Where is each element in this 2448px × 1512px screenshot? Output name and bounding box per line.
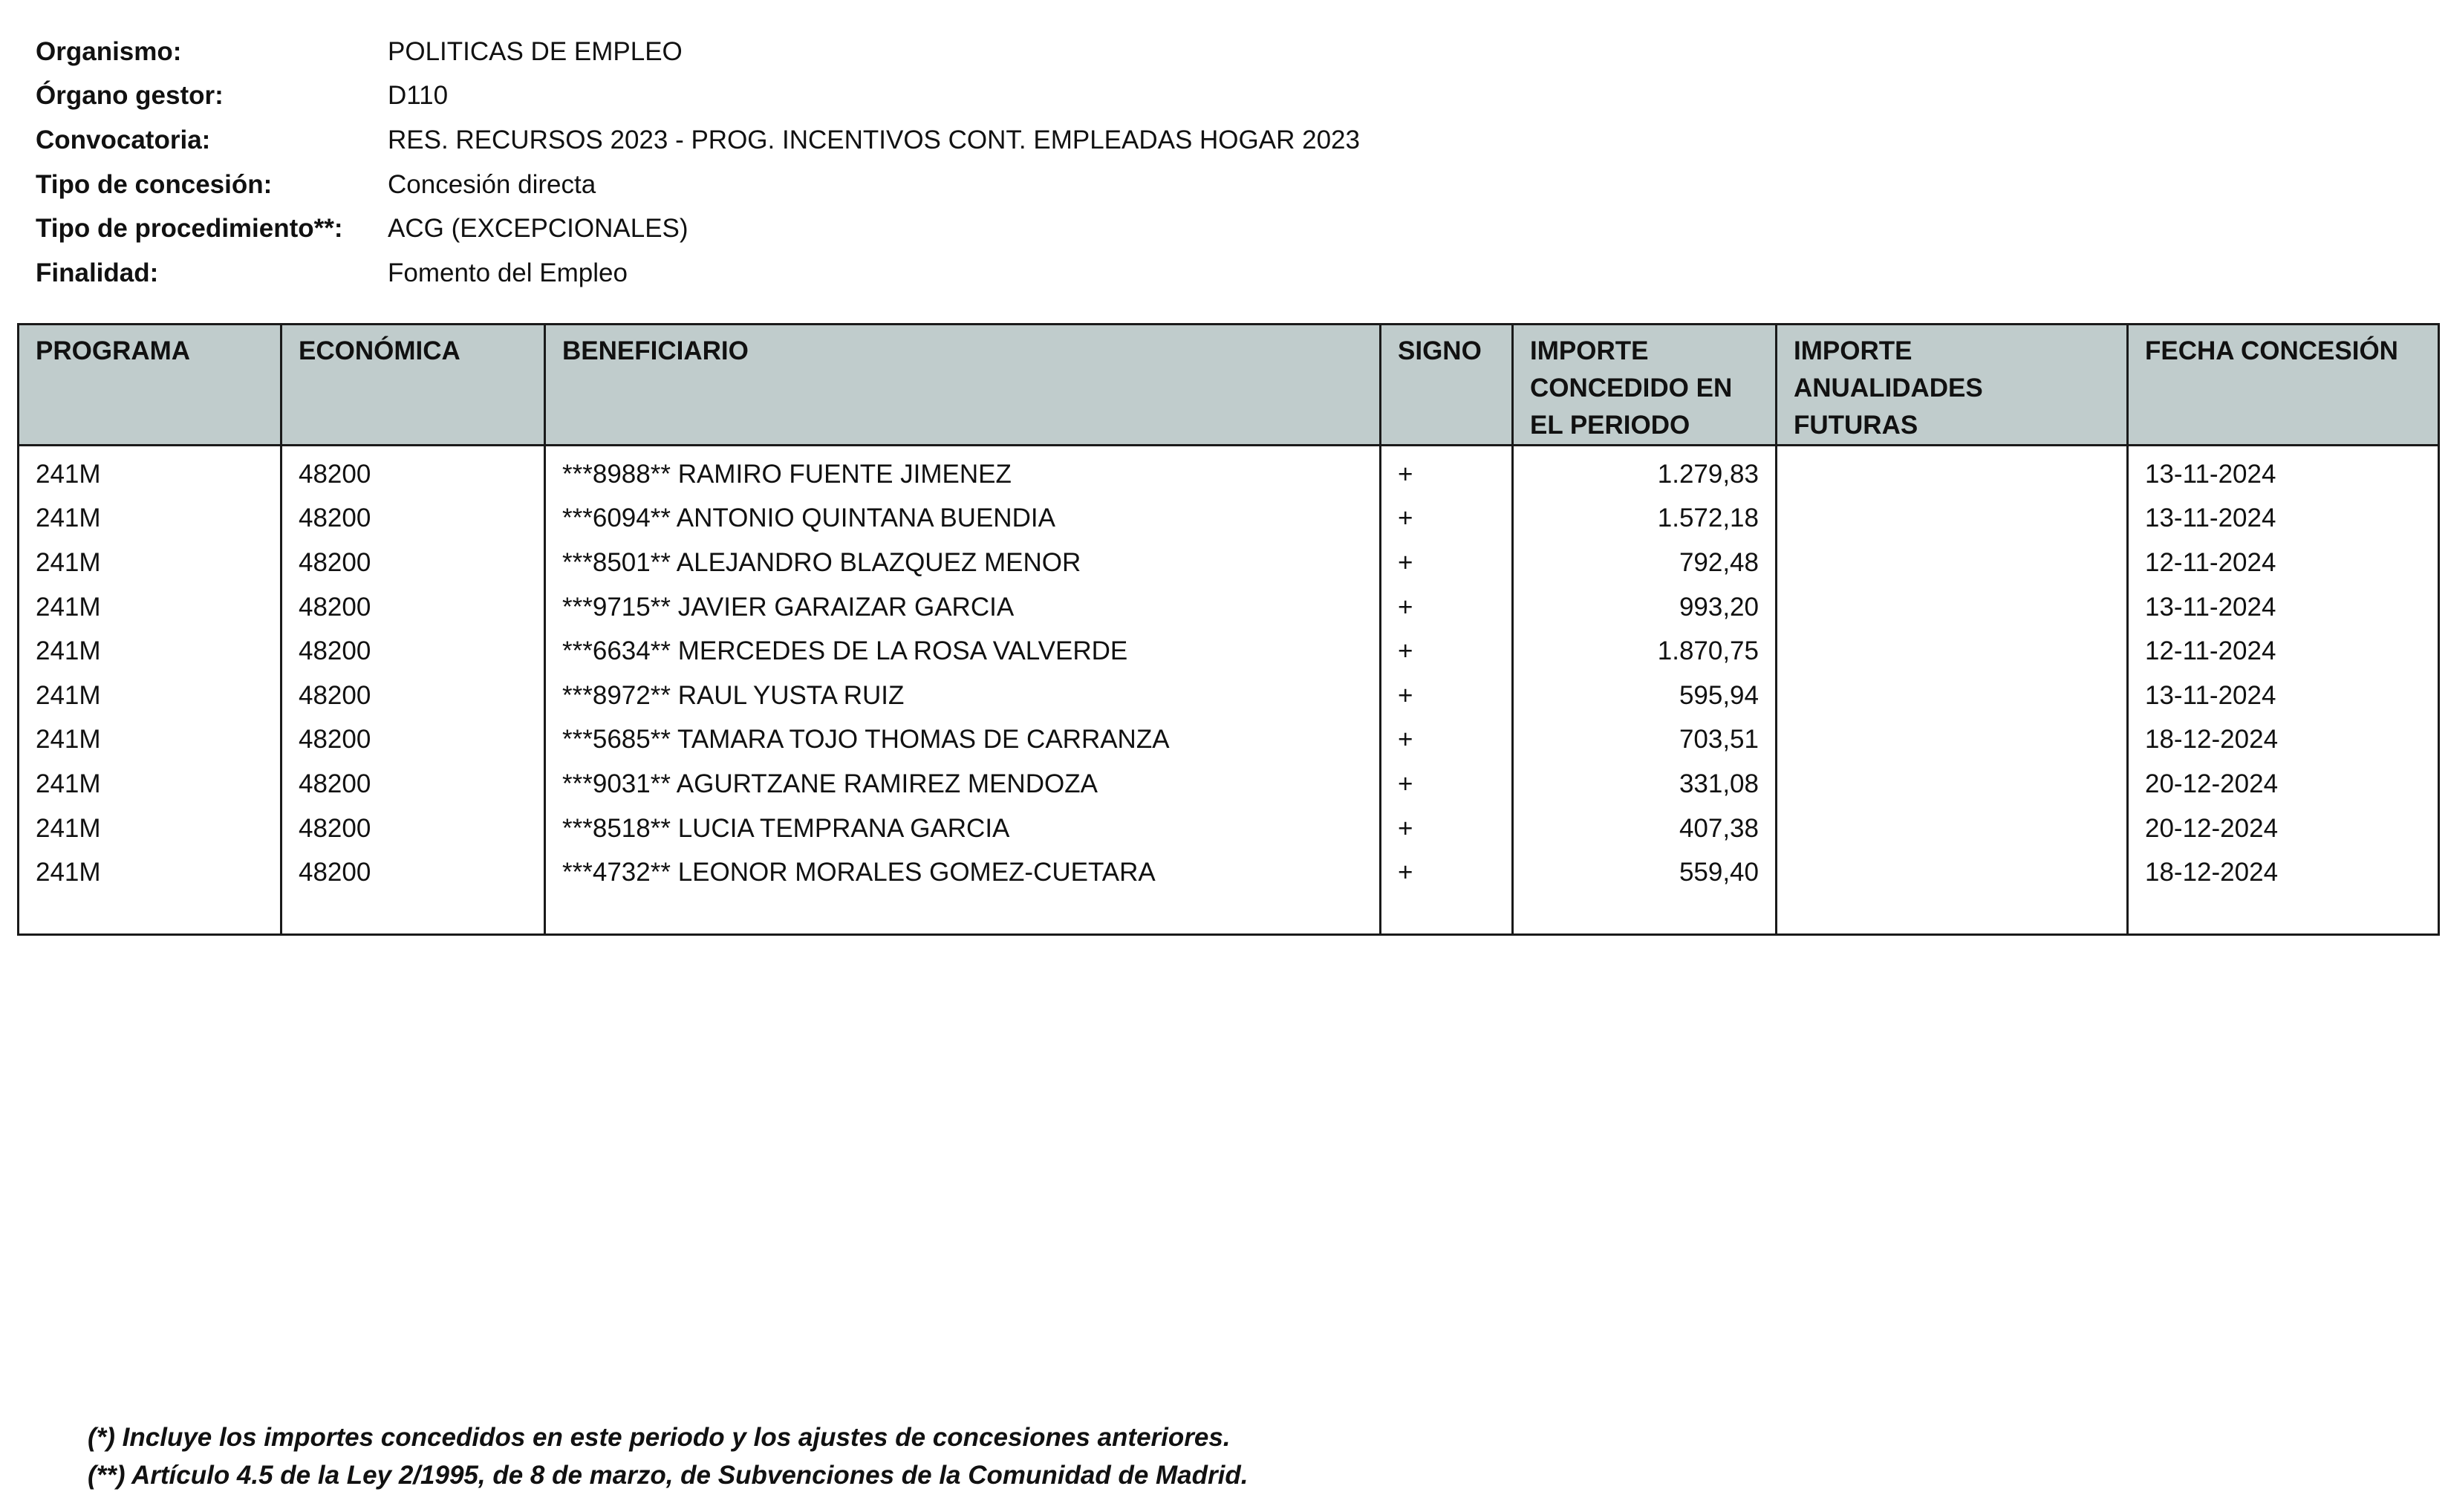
cell-economica: 48200 (281, 629, 545, 674)
cell-importe: 1.870,75 (1513, 629, 1777, 674)
cell-programa: 241M (19, 497, 281, 541)
cell-beneficiario: ***8972** RAUL YUSTA RUIZ (545, 674, 1381, 718)
cell-fecha: 13-11-2024 (2128, 585, 2439, 630)
cell-economica: 48200 (281, 718, 545, 763)
table-row (19, 718, 2439, 763)
cell-importe: 703,51 (1513, 718, 1777, 763)
table-bottom-spacer (19, 895, 2439, 935)
cell-fecha: 18-12-2024 (2128, 850, 2439, 895)
cell-economica: 48200 (281, 850, 545, 895)
cell-importe: 1.572,18 (1513, 497, 1777, 541)
cell-signo: + (1381, 541, 1513, 585)
cell-fecha: 20-12-2024 (2128, 806, 2439, 851)
cell-programa: 241M (19, 674, 281, 718)
cell-signo: + (1381, 497, 1513, 541)
cell-fecha: 13-11-2024 (2128, 446, 2439, 497)
table-row (19, 762, 2439, 806)
cell-economica: 48200 (281, 762, 545, 806)
cell-anualidades (1777, 585, 2128, 630)
cell-anualidades (1777, 762, 2128, 806)
cell-signo: + (1381, 850, 1513, 895)
footnotes (88, 1418, 1248, 1494)
header-importe-line: CONCEDIDO EN (1530, 374, 1733, 403)
cell-fecha: 13-11-2024 (2128, 674, 2439, 718)
header-importe-concedido (1513, 325, 1777, 446)
cell-importe: 595,94 (1513, 674, 1777, 718)
cell-signo: + (1381, 629, 1513, 674)
meta-label: Órgano gestor: (36, 81, 224, 111)
header-economica: ECONÓMICA (281, 325, 545, 446)
cell-signo: + (1381, 806, 1513, 851)
meta-value: ACG (EXCEPCIONALES) (388, 214, 688, 244)
header-importe-line: IMPORTE (1530, 336, 1649, 365)
cell-programa: 241M (19, 850, 281, 895)
header-signo: SIGNO (1381, 325, 1513, 446)
cell-fecha: 20-12-2024 (2128, 762, 2439, 806)
cell-beneficiario: ***6094** ANTONIO QUINTANA BUENDIA (545, 497, 1381, 541)
cell-fecha: 18-12-2024 (2128, 718, 2439, 763)
cell-fecha: 13-11-2024 (2128, 497, 2439, 541)
cell-beneficiario: ***8518** LUCIA TEMPRANA GARCIA (545, 806, 1381, 851)
cell-fecha: 12-11-2024 (2128, 629, 2439, 674)
cell-programa: 241M (19, 718, 281, 763)
cell-economica: 48200 (281, 674, 545, 718)
table-row (19, 674, 2439, 718)
header-beneficiario: BENEFICIARIO (545, 325, 1381, 446)
cell-signo: + (1381, 762, 1513, 806)
cell-programa: 241M (19, 541, 281, 585)
meta-row-convocatoria (36, 118, 1521, 163)
cell-beneficiario: ***8988** RAMIRO FUENTE JIMENEZ (545, 446, 1381, 497)
cell-anualidades (1777, 806, 2128, 851)
cell-anualidades (1777, 850, 2128, 895)
meta-label: Convocatoria: (36, 125, 211, 154)
table-row (19, 497, 2439, 541)
meta-row-organismo (36, 30, 1521, 74)
cell-economica: 48200 (281, 541, 545, 585)
table-row (19, 629, 2439, 674)
cell-beneficiario: ***4732** LEONOR MORALES GOMEZ-CUETARA (545, 850, 1381, 895)
meta-row-tipo-procedimiento (36, 206, 1521, 251)
cell-economica: 48200 (281, 497, 545, 541)
cell-importe: 559,40 (1513, 850, 1777, 895)
cell-beneficiario: ***6634** MERCEDES DE LA ROSA VALVERDE (545, 629, 1381, 674)
meta-label: Organismo: (36, 36, 182, 66)
cell-programa: 241M (19, 806, 281, 851)
header-importe-anualidades (1777, 325, 2128, 446)
cell-signo: + (1381, 585, 1513, 630)
cell-programa: 241M (19, 629, 281, 674)
cell-signo: + (1381, 674, 1513, 718)
header-importe-line: EL PERIODO (1530, 411, 1690, 440)
table-body (19, 446, 2439, 935)
meta-row-finalidad (36, 251, 1521, 296)
meta-value: RES. RECURSOS 2023 - PROG. INCENTIVOS CONT. EMPLEADAS HOGAR 2023 (388, 125, 1360, 154)
cell-importe: 993,20 (1513, 585, 1777, 630)
cell-anualidades (1777, 446, 2128, 497)
meta-row-organo-gestor (36, 74, 1521, 119)
cell-programa: 241M (19, 446, 281, 497)
cell-importe: 1.279,83 (1513, 446, 1777, 497)
table-row (19, 446, 2439, 497)
cell-signo: + (1381, 446, 1513, 497)
header-anualidades-line: ANUALIDADES (1794, 374, 1983, 403)
cell-anualidades (1777, 497, 2128, 541)
table-row (19, 541, 2439, 585)
cell-signo: + (1381, 718, 1513, 763)
meta-label: Finalidad: (36, 258, 159, 287)
grants-table (17, 323, 2440, 936)
meta-value: Fomento del Empleo (388, 258, 628, 287)
cell-anualidades (1777, 541, 2128, 585)
cell-programa: 241M (19, 585, 281, 630)
meta-value: D110 (388, 81, 449, 111)
cell-anualidades (1777, 718, 2128, 763)
cell-beneficiario: ***8501** ALEJANDRO BLAZQUEZ MENOR (545, 541, 1381, 585)
meta-row-tipo-concesion (36, 163, 1521, 207)
cell-economica: 48200 (281, 446, 545, 497)
header-row (19, 325, 2439, 446)
footnote-ley: (**) Artículo 4.5 de la Ley 2/1995, de 8 de marzo, de Subvenciones de la Comunidad de Madrid. (88, 1461, 1249, 1490)
cell-importe: 331,08 (1513, 762, 1777, 806)
header-programa: PROGRAMA (19, 325, 281, 446)
meta-value: Concesión directa (388, 169, 596, 199)
meta-label: Tipo de procedimiento**: (36, 214, 343, 244)
table-row (19, 850, 2439, 895)
header-anualidades-line: IMPORTE (1794, 336, 1912, 365)
meta-value: POLITICAS DE EMPLEO (388, 36, 683, 66)
grant-metadata (36, 30, 1521, 296)
cell-economica: 48200 (281, 806, 545, 851)
cell-anualidades (1777, 629, 2128, 674)
cell-beneficiario: ***9715** JAVIER GARAIZAR GARCIA (545, 585, 1381, 630)
table-row (19, 806, 2439, 851)
cell-importe: 792,48 (1513, 541, 1777, 585)
header-fecha-concesion: FECHA CONCESIÓN (2128, 325, 2439, 446)
cell-fecha: 12-11-2024 (2128, 541, 2439, 585)
cell-anualidades (1777, 674, 2128, 718)
header-anualidades-line: FUTURAS (1794, 411, 1918, 440)
cell-importe: 407,38 (1513, 806, 1777, 851)
cell-beneficiario: ***5685** TAMARA TOJO THOMAS DE CARRANZA (545, 718, 1381, 763)
cell-programa: 241M (19, 762, 281, 806)
meta-label: Tipo de concesión: (36, 169, 273, 199)
footnote-importes: (*) Incluye los importes concedidos en este periodo y los ajustes de concesiones anteriores. (88, 1423, 1231, 1452)
table-row (19, 585, 2439, 630)
table-header (19, 325, 2439, 446)
cell-beneficiario: ***9031** AGURTZANE RAMIREZ MENDOZA (545, 762, 1381, 806)
cell-economica: 48200 (281, 585, 545, 630)
